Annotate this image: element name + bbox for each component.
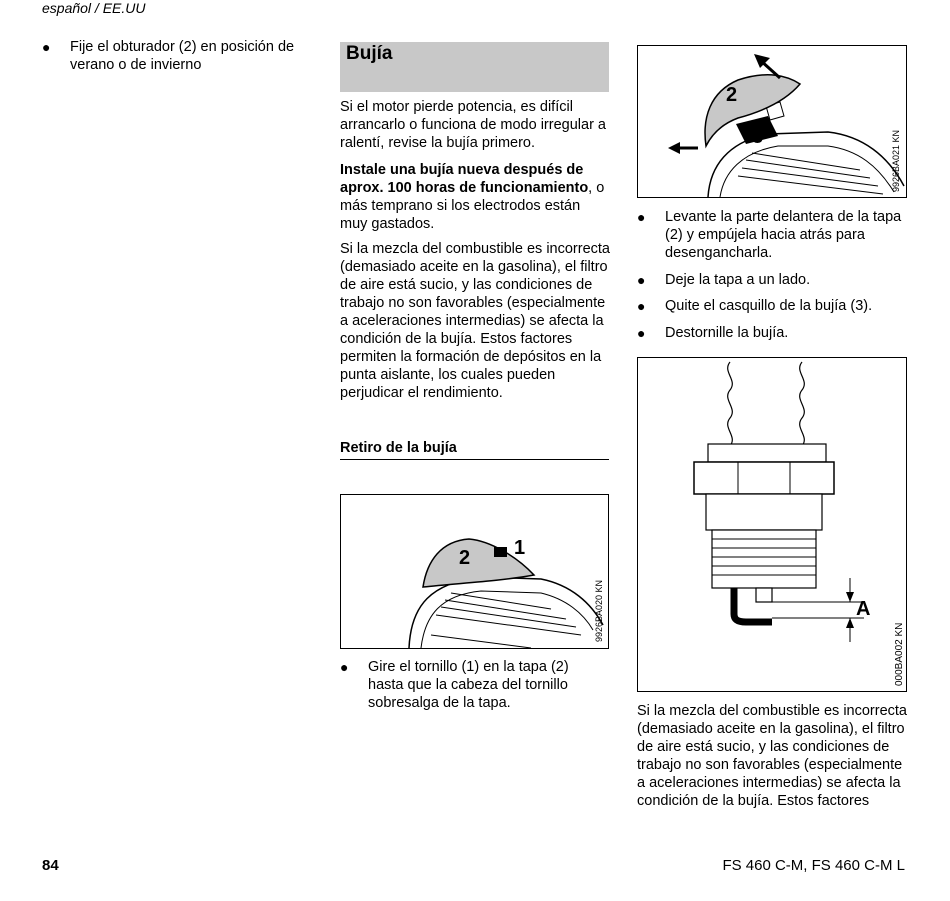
col2-para2-bold: Instale una bujía nueva después de aprox. 100 horas de funcionamiento	[340, 162, 589, 196]
figure-screw-cover	[340, 494, 609, 649]
col2-para1: Si el motor pierde potencia, es difícil arrancarlo o funciona de modo irregular a ralentí, revise la bujía primero.	[340, 99, 606, 151]
bullet-dot: ●	[637, 209, 646, 225]
col3-bullet-4: Destornille la bujía.	[665, 325, 789, 341]
col2-bullet-text: Gire el tornillo (1) en la tapa (2) hasta que la cabeza del tornillo sobresalga de la tapa.	[368, 659, 569, 711]
figure-lift-cover-drawing	[638, 46, 906, 197]
page-number: 84	[42, 857, 59, 874]
col1-bullet-text: Fije el obturador (2) en posición de verano o de invierno	[70, 39, 295, 73]
footer-model: FS 460 C-M, FS 460 C-M L	[722, 857, 905, 874]
col3-bullet-1: Levante la parte delantera de la tapa (2) y empújela hacia atrás para desengancharla.	[665, 209, 902, 261]
col2-para2	[340, 161, 610, 233]
section-title-text: Bujía	[346, 43, 393, 64]
figure-label-screw: 1	[514, 537, 526, 559]
figure-label-boot: 3	[752, 126, 764, 148]
col3-para: Si la mezcla del combustible es incorrecta (demasiado aceite en la gasolina), el filtro de aire está sucio, y las condiciones de trabajo no son favorables (especialmente a aceleraciones intermedias) se afecta la condición de la bujía. Estos factores	[637, 703, 907, 809]
header-language: español / EE.UU	[42, 0, 146, 16]
col3-bullet-3: Quite el casquillo de la bujía (3).	[665, 298, 873, 314]
figure-label-cover: 2	[459, 547, 471, 569]
col2-para2-rest: , o más temprano si los electrodos están muy gastados.	[340, 180, 605, 232]
bullet-dot: ●	[42, 39, 51, 55]
subheading-retiro: Retiro de la bujía	[340, 440, 609, 460]
figure-code: 000BA002 KN	[894, 622, 905, 686]
bullet-dot: ●	[637, 272, 646, 288]
figure-lift-cover	[637, 45, 907, 198]
figure-label-gap: A	[856, 598, 871, 620]
figure-spark-plug	[637, 357, 907, 692]
figure-code: 9926BA021 KN	[891, 129, 901, 192]
bullet-dot: ●	[637, 298, 646, 314]
figure-spark-plug-drawing	[638, 358, 906, 691]
bullet-dot: ●	[637, 325, 646, 341]
bullet-dot: ●	[340, 659, 349, 675]
section-title	[340, 42, 609, 92]
figure-label-cover: 2	[726, 84, 738, 106]
col2-para3: Si la mezcla del combustible es incorrecta (demasiado aceite en la gasolina), el filtro de aire está sucio, y las condiciones de trabajo no son favorables (especialmente a aceleraciones intermedias) se afecta la condición de la bujía. Estos factores permiten la formación de depósitos en la punta aislante, los cuales pueden perjudicar el rendimiento.	[340, 241, 610, 401]
col3-bullet-2: Deje la tapa a un lado.	[665, 272, 811, 288]
figure-code: 9926BA020 KN	[594, 579, 604, 642]
figure-screw-cover-drawing	[341, 495, 608, 648]
